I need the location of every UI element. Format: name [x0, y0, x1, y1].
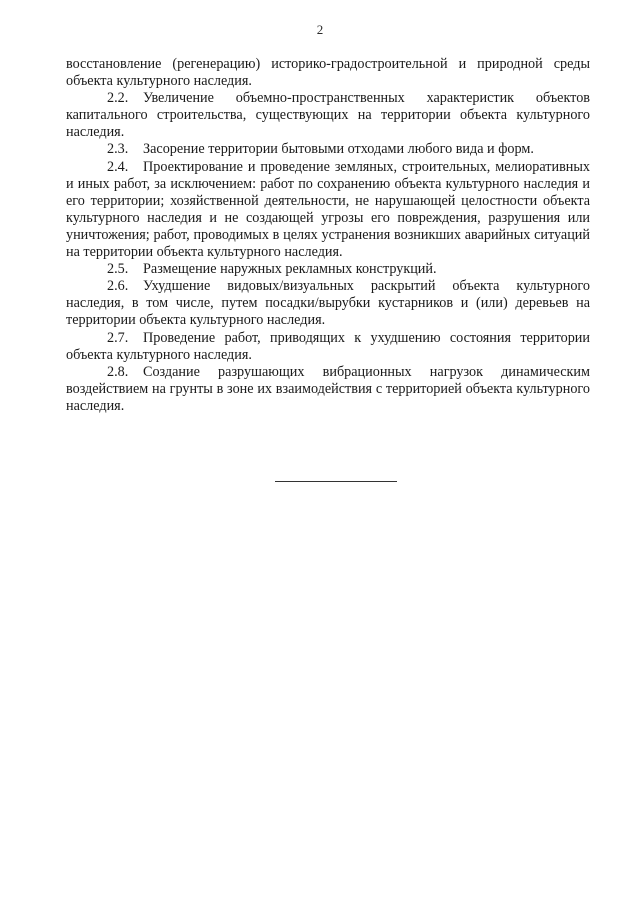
item-text: Засорение территории бытовыми отходами любого вида и форм.: [143, 141, 534, 158]
item-text: Размещение наружных рекламных конструкций.: [143, 261, 437, 278]
list-item: [66, 364, 590, 415]
list-item: [66, 141, 590, 158]
closing-divider-line: [275, 481, 397, 482]
item-number: 2.3.: [107, 141, 129, 158]
item-text: Увеличение объемно-пространственных характеристик объектов капитального строительства, существующих на территории объекта культурного наследия.: [66, 90, 590, 141]
item-number: 2.7.: [107, 329, 129, 346]
list-item: [66, 90, 590, 141]
item-text: Ухудшение видовых/визуальных раскрытий объекта культурного наследия, в том числе, путем посадки/вырубки кустарников и (или) деревьев на территории объекта культурного наследия.: [66, 278, 590, 329]
item-number: 2.6.: [107, 278, 129, 295]
continuation-paragraph: восстановление (регенерацию) историко-градостроительной и природной среды объекта культурного наследия.: [66, 56, 590, 90]
document-body: [66, 56, 590, 415]
item-text: Проектирование и проведение земляных, строительных, мелиоративных и иных работ, за исключением: работ по сохранению объекта культурного наследия и его территории; хозяйственной деятельности, не нарушающей целостности объекта культурного наследия и не создающей угрозы его повреждения, разрушения или уничтожения; работ, проводимых в целях устранения возникших аварийных ситуаций на территории объекта культурного наследия.: [66, 158, 590, 261]
list-item: [66, 159, 590, 262]
list-item: [66, 261, 590, 278]
item-number: 2.8.: [107, 363, 129, 380]
item-number: 2.2.: [107, 90, 129, 107]
item-number: 2.5.: [107, 261, 129, 278]
item-text: Создание разрушающих вибрационных нагрузок динамическим воздействием на грунты в зоне их взаимодействия с территорией объекта культурного наследия.: [66, 363, 590, 414]
item-text: Проведение работ, приводящих к ухудшению состояния территории объекта культурного наследия.: [66, 329, 590, 363]
page-number: 2: [316, 22, 324, 37]
list-item: [66, 278, 590, 329]
list-item: [66, 330, 590, 364]
item-number: 2.4.: [107, 158, 129, 175]
